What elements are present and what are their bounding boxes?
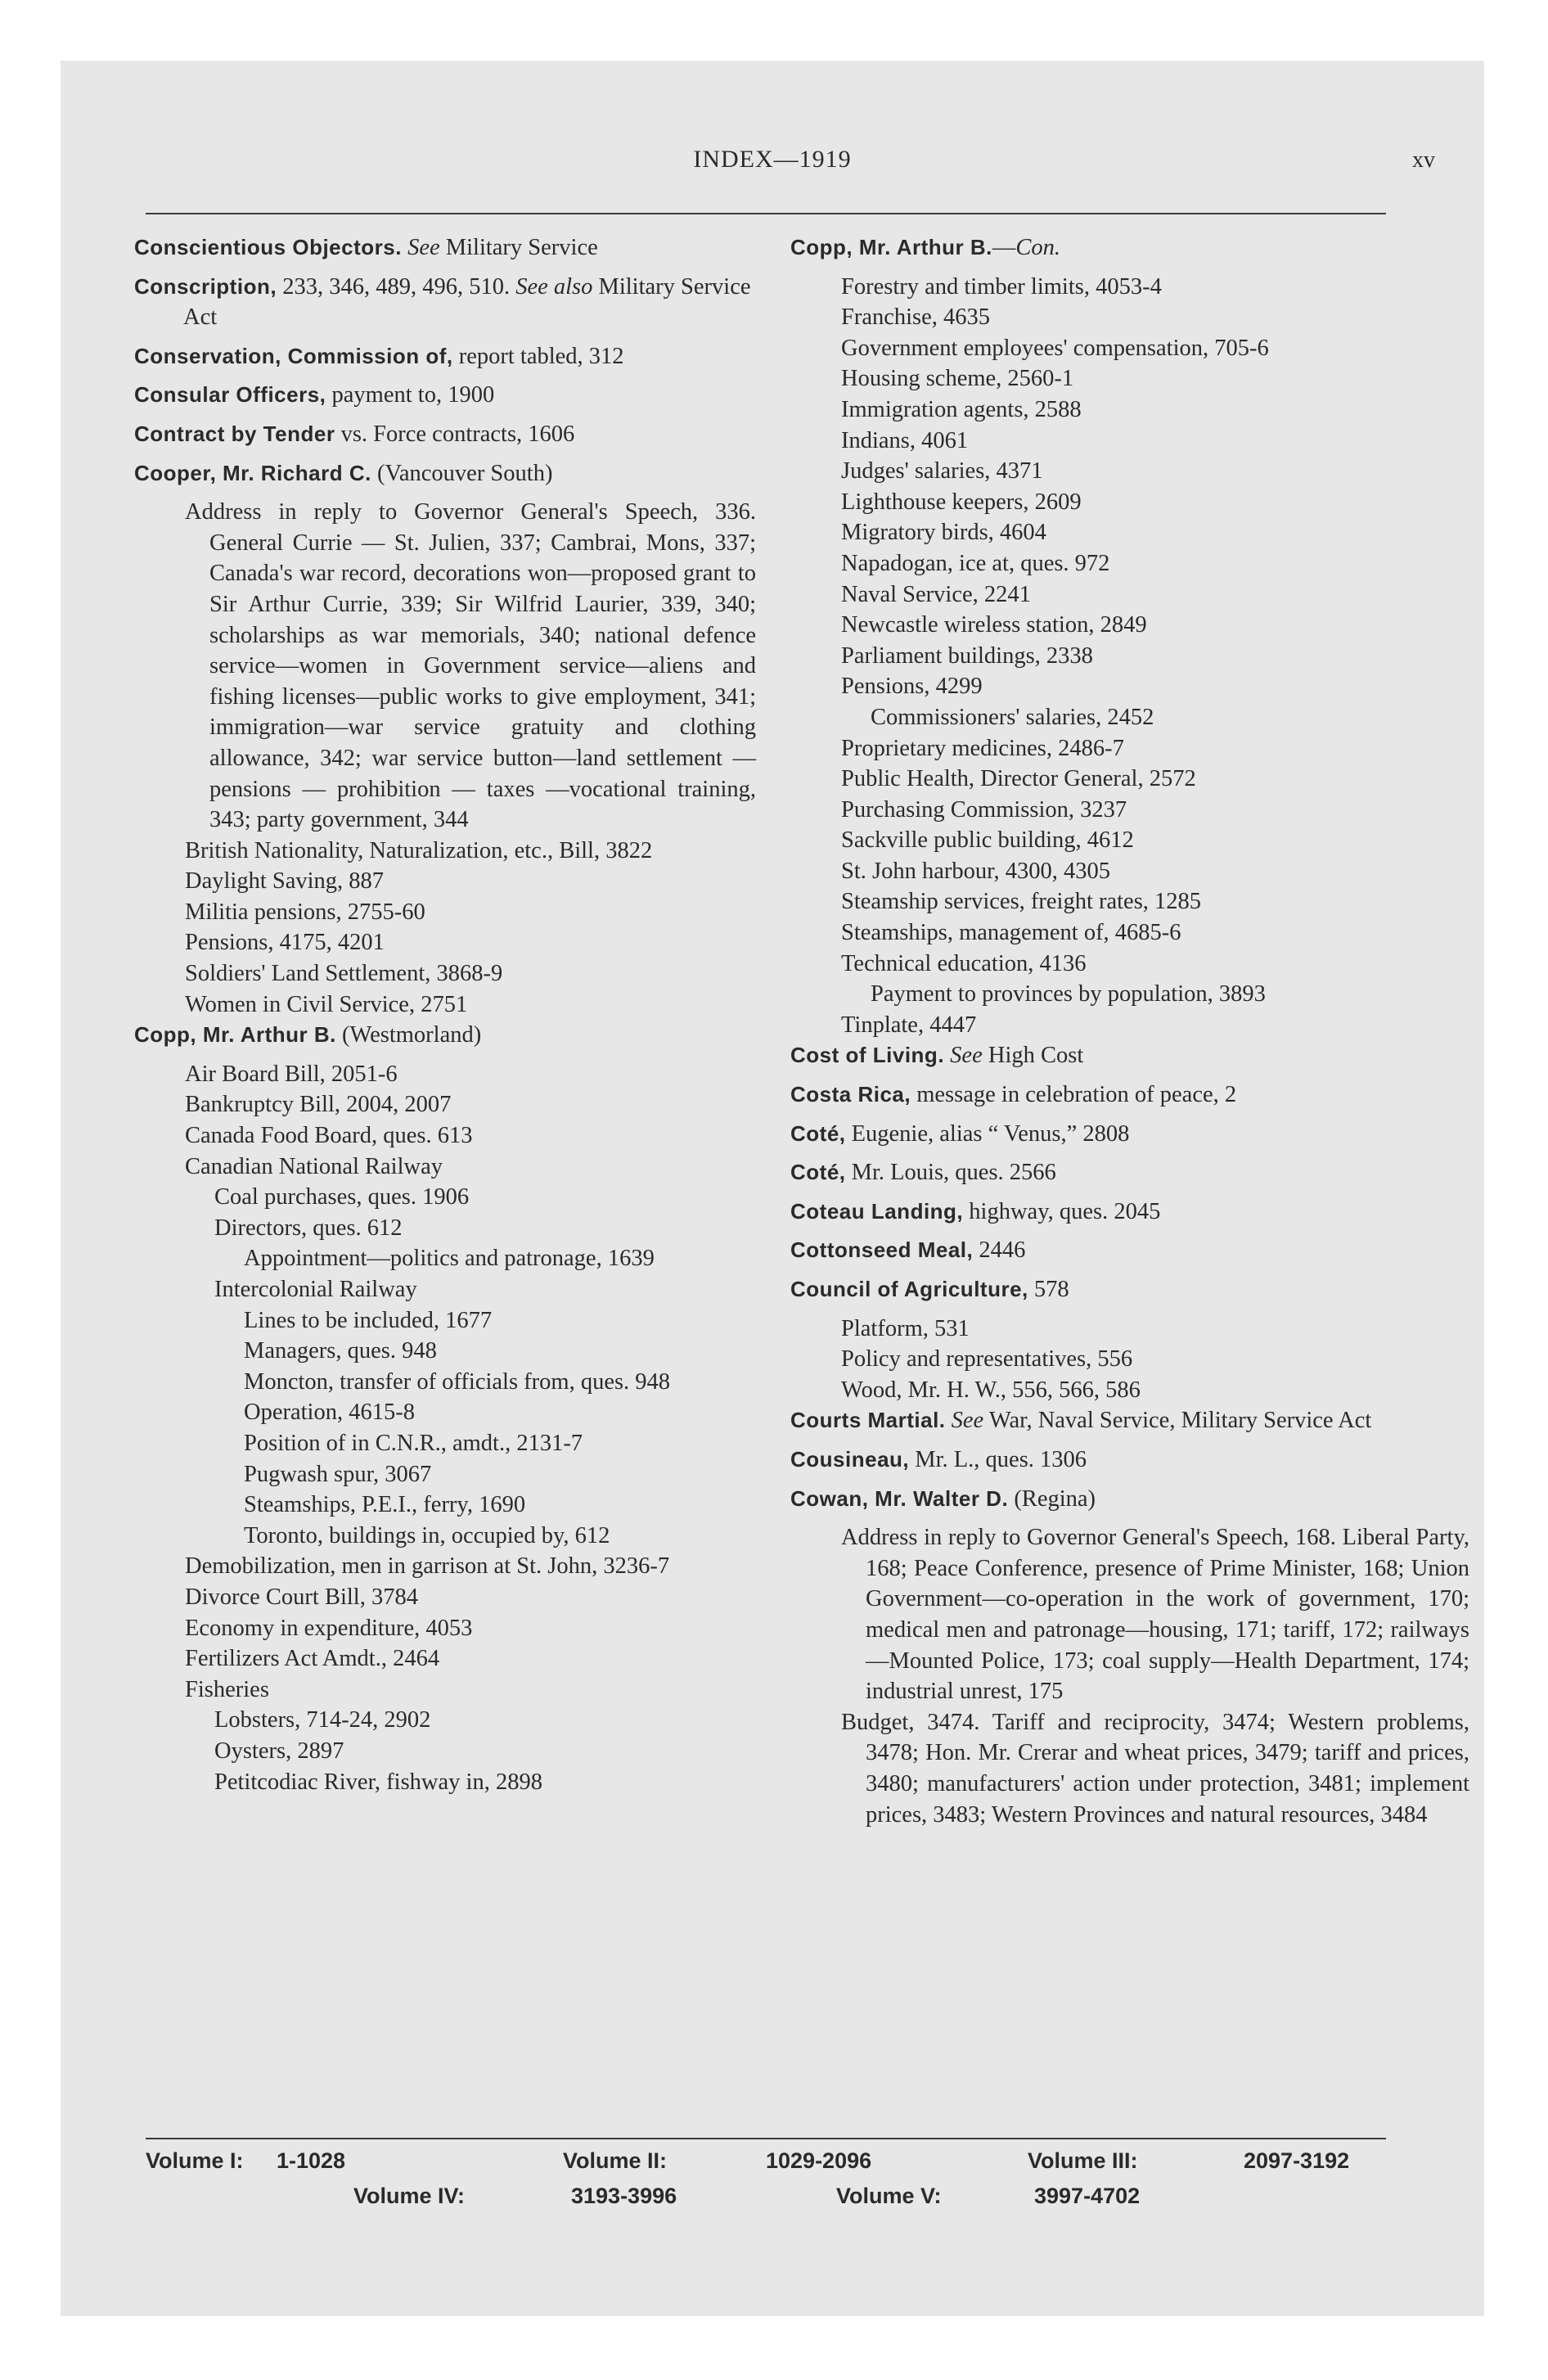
volume-5-label: Volume V: — [836, 2184, 942, 2208]
index-entry — [134, 272, 756, 333]
index-subentry: Appointment—politics and patronage, 1639 — [244, 1246, 655, 1272]
index-subentry: Economy in expenditure, 4053 — [185, 1615, 473, 1641]
entry-text: 578 — [1028, 1277, 1069, 1302]
entry-text: 2446 — [973, 1237, 1026, 1264]
index-entry — [134, 232, 756, 264]
index-subentry: Migratory birds, 4604 — [841, 520, 1046, 546]
index-subentry: Women in Civil Service, 2751 — [185, 991, 468, 1017]
entry-text — [946, 1408, 952, 1433]
index-subentry: Daylight Saving, 887 — [185, 868, 385, 895]
index-subentry: Steamship services, freight rates, 1285 — [841, 889, 1202, 915]
index-subentry: Pugwash spur, 3067 — [244, 1461, 432, 1487]
header-rule — [146, 213, 1386, 214]
entry-heading: Coté, — [790, 1160, 846, 1185]
index-entry — [790, 1080, 1469, 1111]
index-subentry: Naval Service, 2241 — [841, 581, 1031, 607]
index-subentry: Oysters, 2897 — [214, 1738, 344, 1764]
index-entry — [790, 1484, 1469, 1515]
index-subentry: Commissioners' salaries, 2452 — [871, 704, 1154, 730]
index-entry — [134, 458, 756, 489]
entry-heading: Cost of Living. — [790, 1043, 945, 1068]
volume-2-label: Volume II: — [563, 2148, 668, 2173]
entry-heading: Courts Martial. — [790, 1408, 946, 1433]
entry-heading: Coté, — [790, 1120, 846, 1146]
cross-reference-marker: See also — [515, 273, 593, 300]
index-subentry: Directors, ques. 612 — [214, 1215, 403, 1241]
index-entry — [134, 1020, 756, 1051]
index-subentry: Parliament buildings, 2338 — [841, 642, 1093, 669]
index-subentry: Purchasing Commission, 3237 — [841, 796, 1127, 823]
index-subentry: Demobilization, men in garrison at St. John, 3236-7 — [185, 1553, 670, 1580]
index-subentry: Divorce Court Bill, 3784 — [185, 1584, 418, 1610]
entry-heading: Cousineau, — [790, 1446, 910, 1472]
entry-heading: Contract by Tender — [134, 421, 335, 446]
index-subentry: Lines to be included, 1677 — [244, 1307, 493, 1333]
index-subentry: Payment to provinces by population, 3893 — [871, 981, 1266, 1007]
index-entry — [790, 1274, 1469, 1305]
index-subentry: Policy and representatives, 556 — [841, 1346, 1133, 1373]
index-subentry: Address in reply to Governor General's Speech, 168. Liberal Party, 168; Peace Conference, presence of Prime Minister, 168; Union Government—co-operation in the work of government, 170; medical men and patronage—housing, 171; tariff, 172; railways—Mounted Police, 173; coal supply—Health Department, 174; industrial unrest, 175 — [841, 1525, 1469, 1705]
entry-heading: Cooper, Mr. Richard C. — [134, 460, 371, 485]
index-subentry: Steamships, P.E.I., ferry, 1690 — [244, 1492, 526, 1518]
entry-text: Military Service — [439, 235, 598, 260]
index-subentry: Lighthouse keepers, 2609 — [841, 489, 1082, 515]
entry-heading: Consular Officers, — [134, 382, 326, 408]
index-entry — [134, 341, 756, 372]
index-entry — [790, 232, 1469, 264]
entry-text — [402, 235, 407, 260]
index-subentry: Public Health, Director General, 2572 — [841, 766, 1196, 792]
index-subentry: Lobsters, 714-24, 2902 — [214, 1707, 431, 1733]
index-subentry: Managers, ques. 948 — [244, 1338, 437, 1364]
index-entry — [134, 380, 756, 411]
index-entry — [790, 1119, 1469, 1150]
index-subentry: Government employees' compensation, 705-6 — [841, 335, 1269, 361]
volume-4-range: 3193-3996 — [571, 2184, 677, 2208]
index-entry — [790, 1157, 1469, 1188]
index-entry — [790, 1197, 1469, 1228]
running-head-title: INDEX—1919 — [693, 146, 852, 173]
entry-heading: Copp, Mr. Arthur B. — [790, 235, 992, 259]
index-column-right — [790, 232, 1469, 1830]
index-subentry: Canadian National Railway — [185, 1153, 443, 1179]
index-subentry: Soldiers' Land Settlement, 3868-9 — [185, 961, 503, 987]
index-subentry: Proprietary medicines, 2486-7 — [841, 735, 1124, 761]
entry-heading: Cowan, Mr. Walter D. — [790, 1485, 1009, 1511]
index-subentry: St. John harbour, 4300, 4305 — [841, 858, 1110, 884]
page-number: xv — [1412, 147, 1435, 173]
index-subentry: Moncton, transfer of officials from, ques. 948 — [244, 1368, 671, 1395]
entry-text: — — [992, 235, 1016, 260]
index-subentry: Sackville public building, 4612 — [841, 827, 1134, 854]
index-subentry: Toronto, buildings in, occupied by, 612 — [244, 1522, 610, 1548]
index-subentry: Forestry and timber limits, 4053-4 — [841, 273, 1162, 300]
entry-heading: Copp, Mr. Arthur B. — [134, 1022, 336, 1048]
index-subentry: Pensions, 4299 — [841, 674, 983, 700]
index-subentry: British Nationality, Naturalization, etc., Bill, 3822 — [185, 837, 653, 863]
index-subentry: Napadogan, ice at, ques. 972 — [841, 550, 1110, 576]
entry-text: (Westmorland) — [335, 1022, 482, 1048]
entry-heading: Coteau Landing, — [790, 1198, 964, 1224]
index-entry — [790, 1405, 1469, 1436]
index-subentry: Operation, 4615-8 — [244, 1400, 415, 1426]
index-subentry: Position of in C.N.R., amdt., 2131-7 — [244, 1430, 583, 1456]
entry-text: Eugenie, alias “ Venus,” 2808 — [845, 1120, 1130, 1147]
entry-text: Mr. L., ques. 1306 — [909, 1446, 1087, 1472]
index-subentry: Indians, 4061 — [841, 427, 969, 453]
volume-1-label: Volume I: — [146, 2148, 244, 2173]
index-subentry: Militia pensions, 2755-60 — [185, 899, 425, 925]
entry-text: 233, 346, 489, 496, 510. — [277, 273, 516, 300]
entry-text: War, Naval Service, Military Service Act — [983, 1408, 1372, 1434]
volume-3-label: Volume III: — [1028, 2148, 1138, 2173]
entry-text: message in celebration of peace, 2 — [911, 1082, 1237, 1108]
entry-text: vs. Force contracts, 1606 — [335, 421, 575, 447]
index-subentry: Canada Food Board, ques. 613 — [185, 1123, 473, 1149]
index-subentry: Newcastle wireless station, 2849 — [841, 612, 1147, 638]
entry-heading: Council of Agriculture, — [790, 1277, 1028, 1301]
entry-text: Military Service Act — [183, 273, 751, 331]
index-entry — [790, 1445, 1469, 1476]
footer-rule — [146, 2138, 1386, 2139]
index-subentry: Intercolonial Railway — [214, 1277, 417, 1302]
index-subentry: Fertilizers Act Amdt., 2464 — [185, 1646, 440, 1672]
index-subentry: Fisheries — [185, 1676, 269, 1702]
cross-reference-marker: Con. — [1015, 235, 1060, 260]
index-subentry: Bankruptcy Bill, 2004, 2007 — [185, 1092, 452, 1118]
volume-2-range: 1029-2096 — [766, 2148, 872, 2173]
index-subentry: Budget, 3474. Tariff and reciprocity, 3474; Western problems, 3478; Hon. Mr. Crerar and wheat prices, 3479; tariff and prices, 3480; manufacturers' action under protection, 3481; implement prices, 3483; Western Provinces and natural resources, 3484 — [841, 1709, 1469, 1828]
index-subentry: Air Board Bill, 2051-6 — [185, 1061, 398, 1087]
entry-heading: Conscription, — [134, 273, 277, 299]
index-subentry: Coal purchases, ques. 1906 — [214, 1184, 470, 1210]
cross-reference-marker: See — [950, 1043, 983, 1069]
index-subentry: Wood, Mr. H. W., 556, 566, 586 — [841, 1377, 1141, 1403]
volume-5-range: 3997-4702 — [1034, 2184, 1141, 2208]
cross-reference-marker: See — [407, 235, 440, 260]
volume-1-range: 1-1028 — [277, 2148, 346, 2173]
entry-heading: Conservation, Commission of, — [134, 343, 453, 368]
entry-text: report tabled, 312 — [452, 343, 624, 369]
index-subentry: Judges' salaries, 4371 — [841, 458, 1043, 485]
index-subentry: Tinplate, 4447 — [841, 1012, 977, 1038]
index-subentry: Franchise, 4635 — [841, 304, 991, 331]
entry-text: Mr. Louis, ques. 2566 — [845, 1160, 1056, 1186]
entry-text: (Vancouver South) — [371, 460, 553, 486]
entry-heading: Conscientious Objectors. — [134, 235, 402, 259]
cross-reference-marker: See — [951, 1408, 984, 1434]
index-entry — [134, 419, 756, 450]
index-column-left — [134, 232, 756, 1797]
index-entry — [790, 1235, 1469, 1266]
index-subentry: Pensions, 4175, 4201 — [185, 930, 385, 956]
index-subentry: Steamships, management of, 4685-6 — [841, 920, 1181, 946]
entry-heading: Cottonseed Meal, — [790, 1237, 974, 1263]
index-subentry: Address in reply to Governor General's Speech, 336. General Currie — St. Julien, 337; Cambrai, Mons, 337; Canada's war record, decorations won—proposed grant to Sir Arthur Currie, 339; Sir Wilfrid Laurier, 339, 340; scholarships as war memorials, 340; national defence service—women in Government service—aliens and fishing licenses—public works to give employment, 341; immigration—war service gratuity and clothing allowance, 342; war service button—land settlement — pensions — prohibition — taxes —vocational training, 343; party government, 344 — [185, 499, 756, 833]
entry-text: highway, ques. 2045 — [963, 1198, 1161, 1224]
index-subentry: Housing scheme, 2560-1 — [841, 366, 1074, 392]
index-subentry: Technical education, 4136 — [841, 950, 1087, 976]
entry-text: payment to, 1900 — [326, 382, 495, 408]
entry-text: High Cost — [982, 1043, 1084, 1069]
volume-4-label: Volume IV: — [353, 2184, 466, 2208]
index-subentry: Immigration agents, 2588 — [841, 396, 1082, 422]
index-entry — [790, 1040, 1469, 1071]
entry-heading: Costa Rica, — [790, 1082, 911, 1107]
index-subentry: Platform, 531 — [841, 1315, 970, 1341]
volume-3-range: 2097-3192 — [1244, 2148, 1350, 2173]
index-subentry: Petitcodiac River, fishway in, 2898 — [214, 1769, 542, 1795]
entry-text: (Regina) — [1008, 1485, 1096, 1512]
scanned-page — [61, 61, 1484, 2316]
